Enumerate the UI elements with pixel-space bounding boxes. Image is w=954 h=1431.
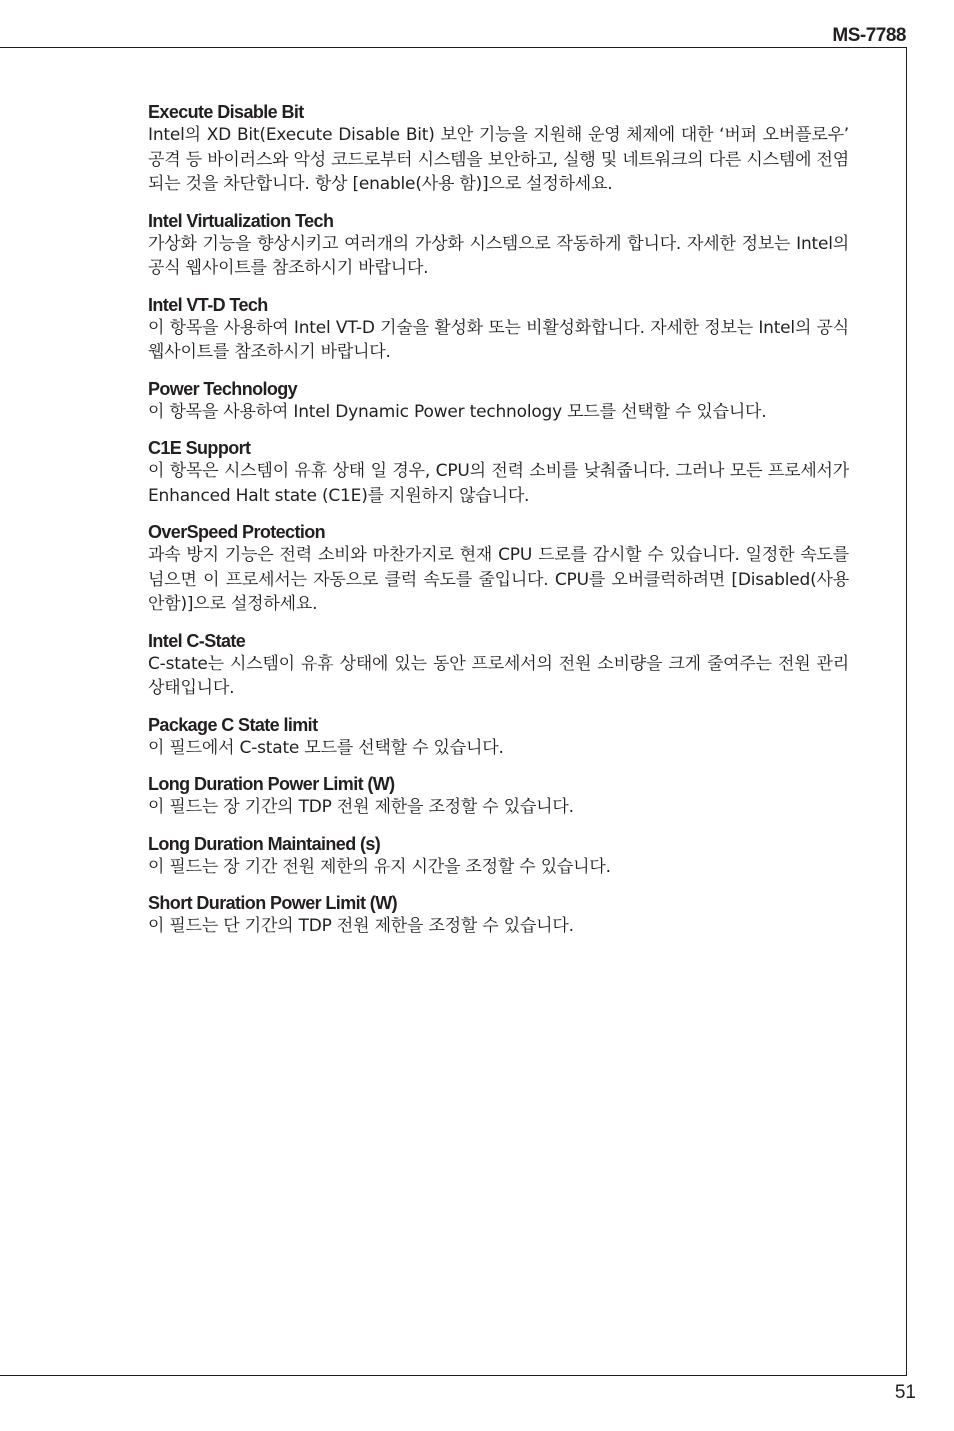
section-text: C-state는 시스템이 유휴 상태에 있는 동안 프로세서의 전원 소비량을 크게 줄여주는 전원 관리 상태입니다. [148,653,849,698]
header-rule [0,47,907,48]
section-title: Intel C-State [148,630,246,651]
section-intel-c-state [148,630,849,701]
footer-rule [0,1375,907,1376]
section-title: Intel Virtualization Tech [148,210,334,231]
section-intel-vt-d-tech [148,294,849,365]
section-package-c-state-limit [148,714,849,761]
section-title: OverSpeed Protection [148,522,326,542]
section-text: 이 항목을 사용하여 Intel VT-D 기술을 활성화 또는 비활성화합니다. 자세한 정보는 Intel의 공식 웹사이트를 참조하시기 바랍니다. [148,317,849,362]
section-title: Short Duration Power Limit (W) [148,893,397,913]
section-title: Execute Disable Bit [148,102,304,122]
section-power-technology [148,378,849,425]
section-text: 가상화 기능을 향상시키고 여러개의 가상화 시스템으로 작동하게 합니다. 자세한 정보는 Intel의 공식 웹사이트를 참조하시기 바랍니다. [148,233,849,278]
page-number: 51 [894,1382,916,1403]
section-text: 이 항목은 시스템이 유휴 상태 일 경우, CPU의 전력 소비를 낮춰줍니다. 그러나 모든 프로세서가 Enhanced Halt state (C1E)를 지원하지 않습니다. [148,461,849,506]
section-intel-virtualization-tech [148,210,849,281]
section-title: Power Technology [148,378,298,399]
section-short-duration-power-limit [148,892,849,939]
section-long-duration-maintained [148,833,849,880]
model-number: MS-7788 [832,25,906,46]
section-execute-disable-bit [148,101,849,197]
section-text: 이 필드는 장 기간의 TDP 전원 제한을 조정할 수 있습니다. [148,797,574,817]
section-title: Package C State limit [148,714,318,735]
section-text: Intel의 XD Bit(Execute Disable Bit) 보안 기능을 지원해 운영 체제에 대한 ‘버퍼 오버플로우’ 공격 등 바이러스와 악성 코드로부터 시스템을 보안하고, 실행 및 네트워크의 다른 시스템에 전염되는 것을 차단합니다. 항상 [enable(사용 함)]으로 설정하세요. [148,125,849,194]
section-title: Intel VT-D Tech [148,294,268,315]
section-title: Long Duration Power Limit (W) [148,774,395,794]
section-text: 과속 방지 기능은 전력 소비와 마찬가지로 현재 CPU 드로를 감시할 수 있습니다. 일정한 속도를 넘으면 이 프로세서는 자동으로 클럭 속도를 줄입니다. CPU를 오버클럭하려면 [Disabled(사용 안함)]으로 설정하세요. [148,545,849,614]
section-overspeed-protection [148,521,849,617]
section-text: 이 필드에서 C-state 모드를 선택할 수 있습니다. [148,737,504,758]
section-c1e-support [148,437,849,508]
section-title: C1E Support [148,438,251,458]
manual-content [148,101,849,952]
section-long-duration-power-limit [148,773,849,820]
section-text: 이 필드는 장 기간 전원 제한의 유지 시간을 조정할 수 있습니다. [148,856,611,877]
right-margin-rule [906,47,907,1375]
section-text: 이 필드는 단 기간의 TDP 전원 제한을 조정할 수 있습니다. [148,916,574,936]
section-title: Long Duration Maintained (s) [148,833,381,854]
section-text: 이 항목을 사용하여 Intel Dynamic Power technology 모드를 선택할 수 있습니다. [148,401,767,422]
